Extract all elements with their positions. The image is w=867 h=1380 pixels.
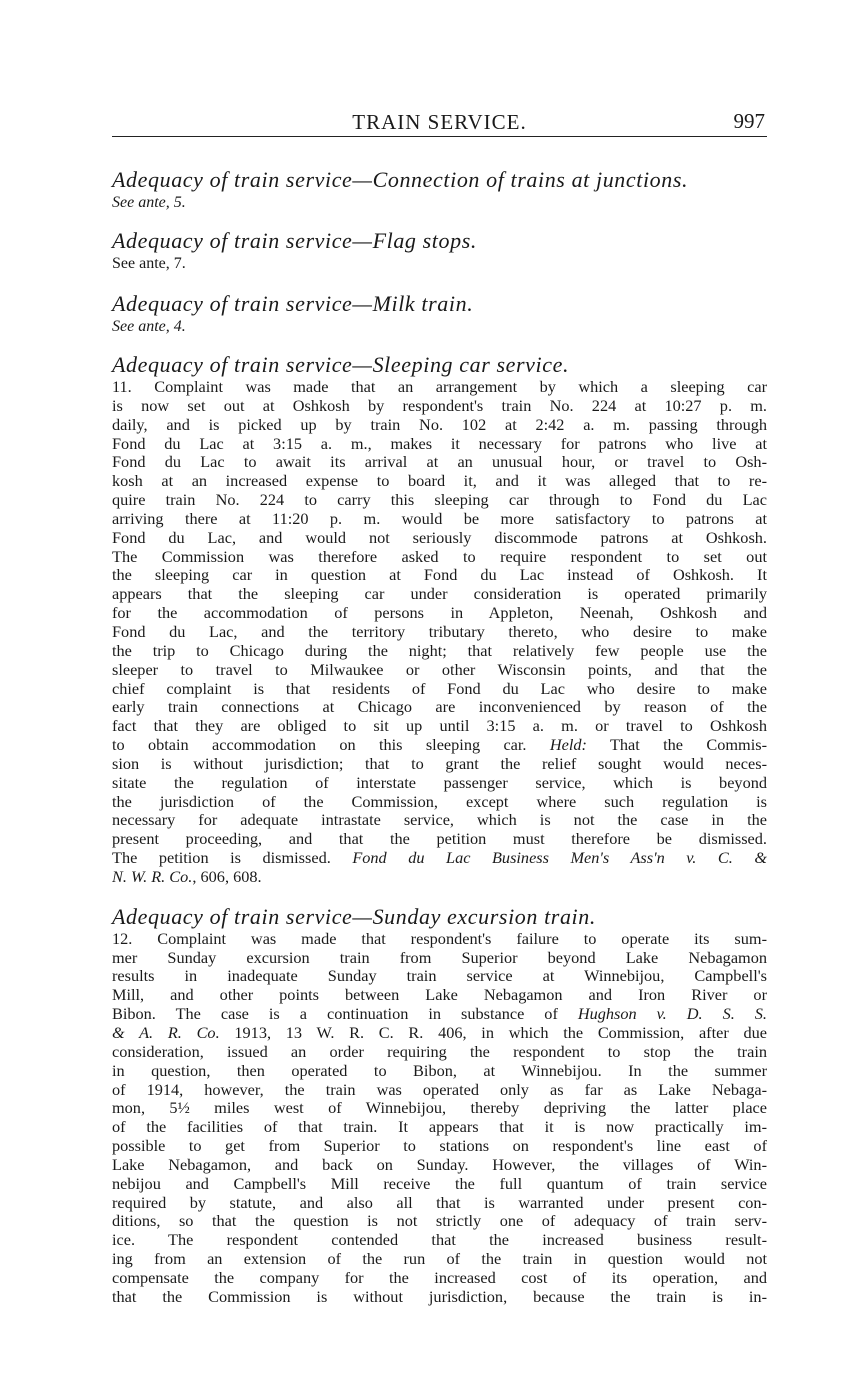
text-line: that the Commission is without jurisdiction, because the train is in- xyxy=(112,1287,767,1306)
text-line: 12. Complaint was made that respondent's failure to operate its sum- xyxy=(112,929,767,948)
text-line: in question, then operated to Bibon, at Winnebijou. In the summer xyxy=(112,1061,767,1080)
section-sunday-excursion xyxy=(112,904,767,1307)
text-line: appears that the sleeping car under consideration is operated primarily xyxy=(112,585,767,604)
case-citation: N. W. R. Co. xyxy=(112,867,193,886)
text-line xyxy=(112,868,767,887)
text-line: The Commission was therefore asked to require respondent to set out xyxy=(112,547,767,566)
text-line: Fond du Lac at 3:15 a. m., makes it necessary for patrons who live at xyxy=(112,434,767,453)
text-line: Lake Nebagamon, and back on Sunday. However, the villages of Win- xyxy=(112,1155,767,1174)
held-label: Held: xyxy=(549,736,587,755)
case-citation: Fond du Lac Business Men's Ass'n v. C. & xyxy=(352,849,767,868)
text-line: chief complaint is that residents of Fond du Lac who desire to make xyxy=(112,679,767,698)
text-line: the sleeping car in question at Fond du Lac instead of Oshkosh. It xyxy=(112,566,767,585)
cross-reference: See ante, 4. xyxy=(112,318,186,335)
text-line: required by statute, and also all that is warranted under present con- xyxy=(112,1193,767,1212)
text-line: early train connections at Chicago are inconvenienced by reason of the xyxy=(112,698,767,717)
cross-reference: See ante, 5. xyxy=(112,194,186,211)
text-line: sion is without jurisdiction; that to grant the relief sought would neces- xyxy=(112,754,767,773)
line-segment: That the Commis- xyxy=(609,736,767,755)
text-line: compensate the company for the increased cost of its operation, and xyxy=(112,1268,767,1287)
text-line: arriving there at 11:20 p. m. would be more satisfactory to patrons at xyxy=(112,509,767,528)
cross-reference: See ante, 7. xyxy=(112,255,186,272)
text-line: necessary for adequate intrastate service, which is not the case in the xyxy=(112,811,767,830)
section-heading: Adequacy of train service—Sleeping car service. xyxy=(112,352,570,377)
case-citation: Hughson v. D. S. S. xyxy=(577,1005,767,1024)
text-line: ditions, so that the question is not strictly one of adequacy of train serv- xyxy=(112,1212,767,1231)
text-line: ice. The respondent contended that the increased business result- xyxy=(112,1231,767,1250)
text-line: the jurisdiction of the Commission, except where such regulation is xyxy=(112,792,767,811)
section-connection-of-trains xyxy=(112,167,767,213)
text-line xyxy=(112,1005,767,1024)
text-line: consideration, issued an order requiring the respondent to stop the train xyxy=(112,1042,767,1061)
section-flag-stops xyxy=(112,228,767,274)
text-line: Mill, and other points between Lake Nebagamon and Iron River or xyxy=(112,986,767,1005)
text-line: daily, and is picked up by train No. 102 at 2:42 a. m. passing through xyxy=(112,415,767,434)
running-title: TRAIN SERVICE. xyxy=(352,110,527,134)
text-line: ing from an extension of the run of the train in question would not xyxy=(112,1250,767,1269)
page-number: 997 xyxy=(733,109,765,133)
paragraph-11 xyxy=(112,378,767,887)
running-header xyxy=(112,106,767,137)
text-line: Fond du Lac to await its arrival at an unusual hour, or travel to Osh- xyxy=(112,453,767,472)
section-heading: Adequacy of train service—Flag stops. xyxy=(112,228,477,253)
section-heading: Adequacy of train service—Sunday excursion train. xyxy=(112,903,596,929)
text-line: fact that they are obliged to sit up until 3:15 a. m. or travel to Oshkosh xyxy=(112,717,767,736)
section-milk-train xyxy=(112,291,767,337)
text-line: the trip to Chicago during the night; that relatively few people use the xyxy=(112,641,767,660)
text-line: Fond du Lac, and would not seriously discommode patrons at Oshkosh. xyxy=(112,528,767,547)
section-heading: Adequacy of train service—Connection of trains at junctions. xyxy=(112,167,689,192)
text-line: present proceeding, and that the petition must therefore be dismissed. xyxy=(112,830,767,849)
text-line: possible to get from Superior to stations on respondent's line east of xyxy=(112,1137,767,1156)
text-line xyxy=(112,736,767,755)
line-segment: Bibon. The case is a continuation in substance of xyxy=(112,1005,558,1024)
line-segment: to obtain accommodation on this sleeping car. xyxy=(112,736,527,755)
text-line: of 1914, however, the train was operated only as far as Lake Nebaga- xyxy=(112,1080,767,1099)
section-sleeping-car xyxy=(112,352,767,887)
text-line: sleeper to travel to Milwaukee or other Wisconsin points, and that the xyxy=(112,660,767,679)
case-citation: & A. R. Co. xyxy=(112,1024,220,1042)
text-line: quire train No. 224 to carry this sleeping car through to Fond du Lac xyxy=(112,491,767,510)
text-line: sitate the regulation of interstate passenger service, which is beyond xyxy=(112,773,767,792)
text-line: results in inadequate Sunday train service at Winnebijou, Campbell's xyxy=(112,967,767,986)
section-heading: Adequacy of train service—Milk train. xyxy=(112,291,474,316)
line-segment: The petition is dismissed. xyxy=(112,849,331,868)
text-line: mon, 5½ miles west of Winnebijou, thereby depriving the latter place xyxy=(112,1099,767,1118)
text-line xyxy=(112,849,767,868)
line-segment: 1913, 13 W. R. C. R. 406, in which the Commission, after due xyxy=(234,1024,767,1042)
text-line: 11. Complaint was made that an arrangement by which a sleeping car xyxy=(112,378,767,396)
text-line: is now set out at Oshkosh by respondent's train No. 224 at 10:27 p. m. xyxy=(112,396,767,415)
paragraph-12 xyxy=(112,930,767,1307)
text-line: Fond du Lac, and the territory tributary thereto, who desire to make xyxy=(112,622,767,641)
text-line: kosh at an increased expense to board it, and it was alleged that to re- xyxy=(112,472,767,491)
citation-pages: , 606, 608. xyxy=(192,867,262,886)
text-line: of the facilities of that train. It appears that it is now practically im- xyxy=(112,1118,767,1137)
text-line: nebijou and Campbell's Mill receive the full quantum of train service xyxy=(112,1174,767,1193)
text-line: for the accommodation of persons in Appleton, Neenah, Oshkosh and xyxy=(112,604,767,623)
text-line: mer Sunday excursion train from Superior beyond Lake Nebagamon xyxy=(112,948,767,967)
page xyxy=(112,106,767,1307)
text-line xyxy=(112,1024,767,1043)
